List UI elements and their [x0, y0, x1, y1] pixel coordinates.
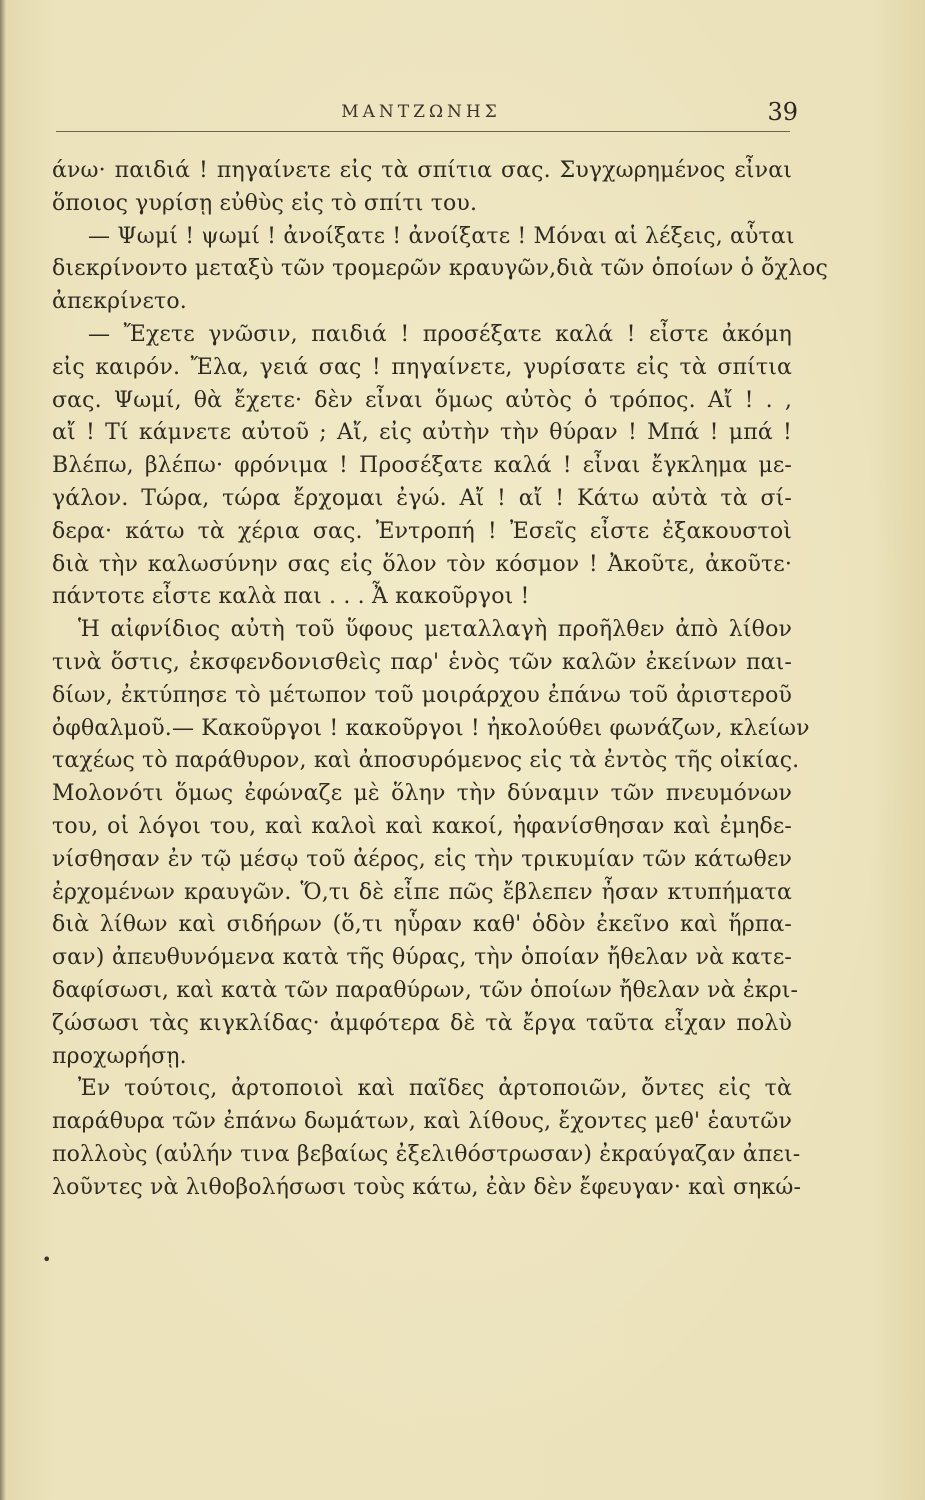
text-line: Μολονότι ὅμως ἐφώναζε μὲ ὅλην τὴν δύναμιν τῶν πνευμόνων: [52, 781, 792, 807]
text-line: Ἡ αἰφνίδιος αὐτὴ τοῦ ὕφους μεταλλαγὴ προῆλθεν ἀπὸ λίθον: [78, 617, 792, 643]
text-line: διὰ τὴν καλωσύνην σας εἰς ὅλον τὸν κόσμον ! Ἀκοῦτε, ἀκοῦτε·: [52, 551, 792, 577]
body-text: [52, 155, 829, 1205]
text-line: ὀφθαλμοῦ.— Κακοῦργοι ! κακοῦργοι ! ἠκολούθει φωνάζων, κλείων: [52, 715, 810, 741]
binding-shadow: [0, 0, 6, 1500]
text-line: πολλοὺς (αὐλήν τινα βεβαίως ἐξελιθόστρωσαν) ἐκραύγαζαν ἀπει-: [52, 1141, 801, 1167]
running-head: [52, 98, 798, 126]
text-line: ζώσωσι τὰς κιγκλίδας· ἀμφότερα δὲ τὰ ἔργα ταῦτα εἶχαν πολὺ: [52, 1010, 792, 1036]
text-line: λοῦντες νὰ λιθοβολήσωσι τοὺς κάτω, ἐὰν δὲν ἔφευγαν· καὶ σηκώ-: [52, 1174, 802, 1200]
text-line: διεκρίνοντο μεταξὺ τῶν τρομερῶν κραυγῶν,διὰ τῶν ὁποίων ὁ ὄχλος: [52, 256, 829, 282]
text-line: παράθυρα τῶν ἐπάνω δωμάτων, καὶ λίθους, ἔχοντες μεθ' ἑαυτῶν: [52, 1109, 792, 1135]
text-line: άνω· παιδιά ! πηγαίνετε εἰς τὰ σπίτια σας. Συγχωρημένος εἶναι: [52, 158, 792, 183]
text-line: δερα· κάτω τὰ χέρια σας. Ἐντροπή ! Ἐσεῖς εἶστε ἐξακουστοὶ: [52, 518, 792, 544]
text-line: — Ψωμί ! ψωμί ! ἀνοίξατε ! ἀνοίξατε ! Μόναι αἱ λέξεις, αὗται: [88, 223, 795, 249]
text-line: τινὰ ὅστις, ἐκσφενδονισθεὶς παρ' ἑνὸς τῶν καλῶν ἐκείνων παι-: [52, 649, 792, 675]
text-line: ὅποιος γυρίσῃ εὐθὺς εἰς τὸ σπίτι του.: [52, 190, 478, 216]
text-line: νίσθησαν ἐν τῷ μέσῳ τοῦ ἀέρος, εἰς τὴν τρικυμίαν τῶν κάτωθεν: [52, 846, 792, 872]
text-line: προχωρήσῃ.: [52, 1043, 187, 1069]
text-line: δίων, ἐκτύπησε τὸ μέτωπον τοῦ μοιράρχου ἐπάνω τοῦ ἀριστεροῦ: [52, 682, 792, 708]
text-line: Ἐν τούτοις, ἀρτοποιοὶ καὶ παῖδες ἀρτοποιῶν, ὄντες εἰς τὰ: [78, 1076, 792, 1102]
text-line: πάντοτε εἶστε καλὰ παι . . . Ἆ κακοῦργοι !: [52, 584, 530, 610]
header-rule: [56, 131, 790, 132]
text-line: — Ἔχετε γνῶσιν, παιδιά ! προσέξατε καλά ! εἶστε ἀκόμη: [88, 321, 792, 347]
text-line: δαφίσωσι, καὶ κατὰ τῶν παραθύρων, τῶν ὁποίων ἤθελαν νὰ ἐκρι-: [52, 977, 799, 1003]
page-number: 39: [767, 98, 798, 126]
text-line: γάλον. Τώρα, τώρα ἔρχομαι ἐγώ. Αἴ ! αἴ ! Κάτω αὐτὰ τὰ σί-: [52, 485, 792, 511]
text-line: ταχέως τὸ παράθυρον, καὶ ἀποσυρόμενος εἰς τὰ ἐντὸς τῆς οἰκίας.: [52, 748, 800, 774]
text-line: σας. Ψωμί, θὰ ἔχετε· δὲν εἶναι ὅμως αὐτὸς ὁ τρόπος. Αἴ ! . ,: [52, 387, 792, 413]
text-line: αἴ ! Τί κάμνετε αὐτοῦ ; Αἴ, εἰς αὐτὴν τὴν θύραν ! Μπά ! μπά !: [52, 420, 792, 446]
text-line: σαν) ἀπευθυνόμενα κατὰ τῆς θύρας, τὴν ὁποίαν ἤθελαν νὰ κατε-: [52, 945, 792, 971]
margin-mark: •: [42, 1250, 52, 1269]
text-line: του, οἱ λόγοι του, καὶ καλοὶ καὶ κακοί, ἠφανίσθησαν καὶ ἐμηδε-: [52, 813, 792, 839]
text-line: εἰς καιρόν. Ἔλα, γειά σας ! πηγαίνετε, γυρίσατε εἰς τὰ σπίτια: [52, 354, 792, 380]
running-title: ΜΑΝΤΖΩΝΗΣ: [341, 102, 501, 122]
text-line: ἐρχομένων κραυγῶν. Ὅ,τι δὲ εἶπε πῶς ἔβλεπεν ἦσαν κτυπήματα: [52, 879, 792, 905]
text-line: ἀπεκρίνετο.: [52, 289, 187, 315]
text-line: διὰ λίθων καὶ σιδήρων (ὅ,τι ηὗραν καθ' ὁδὸν ἐκεῖνο καὶ ἥρπα-: [52, 912, 792, 938]
text-line: Βλέπω, βλέπω· φρόνιμα ! Προσέξατε καλά ! εἶναι ἔγκλημα με-: [52, 453, 792, 479]
